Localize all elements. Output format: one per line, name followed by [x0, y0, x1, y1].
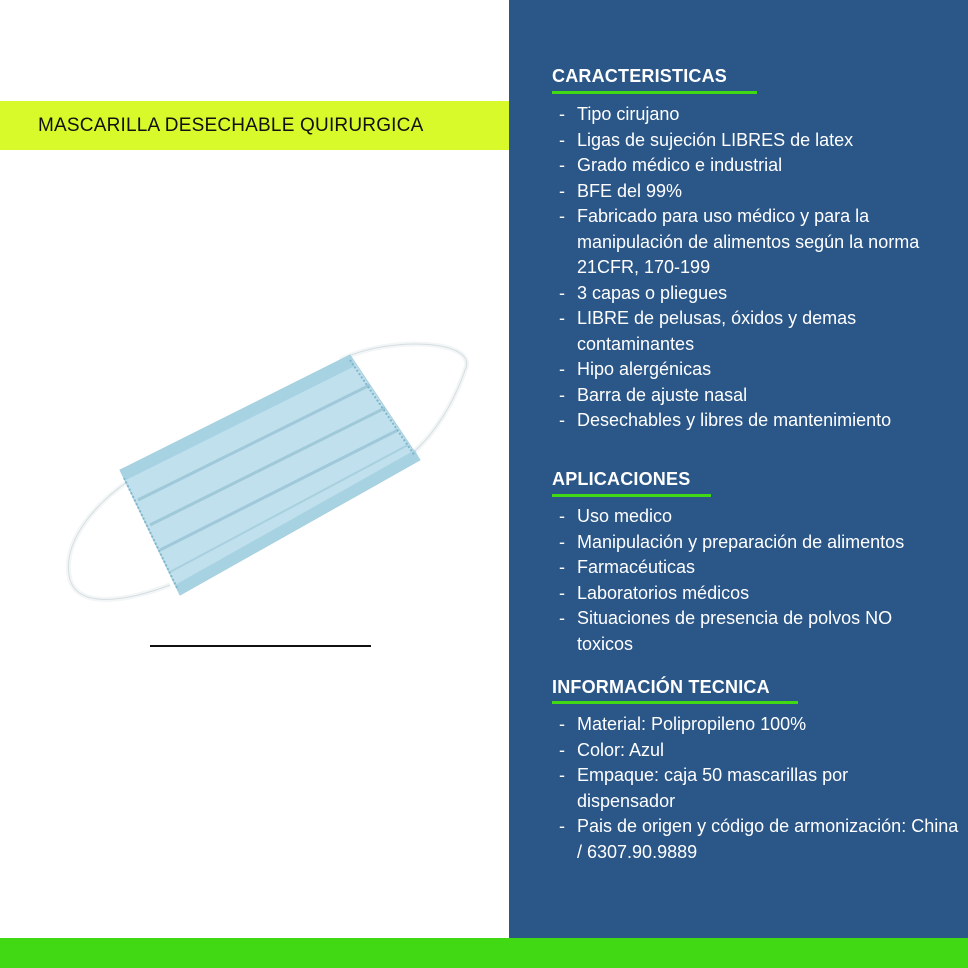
- list-item: - Hipo alergénicas: [559, 359, 712, 379]
- list-item: - Color: Azul: [559, 739, 665, 760]
- list-item: - 3 capas o pliegues: [559, 282, 728, 303]
- caracteristicas-underline: [552, 91, 757, 94]
- informacion-underline: [552, 701, 798, 704]
- surgical-mask-image: [60, 340, 480, 610]
- list-item: - Barra de ajuste nasal: [559, 384, 748, 405]
- divider-line: [150, 645, 371, 647]
- list-item: - Empaque: caja 50 mascarillas por dispensador: [559, 765, 849, 811]
- footer-bar: [0, 938, 968, 968]
- aplicaciones-underline: [552, 494, 711, 497]
- list-item: - LIBRE de pelusas, óxidos y demas contaminantes: [559, 308, 857, 354]
- informacion-list: [559, 712, 967, 865]
- aplicaciones-list: [559, 504, 917, 657]
- list-item: - Fabricado para uso médico y para la manipulación de alimentos según la norma 21CFR, 170-199: [559, 206, 920, 277]
- informacion-heading: INFORMACIÓN TECNICA: [552, 677, 770, 697]
- list-item: - Desechables y libres de mantenimiento: [559, 410, 892, 430]
- list-item: - Grado médico e industrial: [559, 155, 783, 175]
- aplicaciones-heading: APLICACIONES: [552, 469, 691, 489]
- title-band: [0, 101, 509, 150]
- list-item: - Laboratorios médicos: [559, 582, 750, 603]
- caracteristicas-list: [559, 102, 937, 434]
- caracteristicas-heading: CARACTERISTICAS: [552, 66, 728, 86]
- product-title: MASCARILLA DESECHABLE QUIRURGICA: [38, 115, 424, 136]
- list-item: - Uso medico: [559, 506, 673, 526]
- list-item: - Pais de origen y código de armonización: China / 6307.90.9889: [559, 816, 959, 862]
- list-item: - Situaciones de presencia de polvos NO toxicos: [559, 608, 893, 654]
- list-item: - Tipo cirujano: [559, 104, 680, 124]
- list-item: - Manipulación y preparación de alimentos: [559, 531, 905, 552]
- list-item: - Farmacéuticas: [559, 557, 696, 577]
- list-item: - Material: Polipropileno 100%: [559, 714, 807, 734]
- list-item: - Ligas de sujeción LIBRES de latex: [559, 129, 854, 150]
- list-item: - BFE del 99%: [559, 180, 683, 201]
- specs-panel: [509, 0, 968, 938]
